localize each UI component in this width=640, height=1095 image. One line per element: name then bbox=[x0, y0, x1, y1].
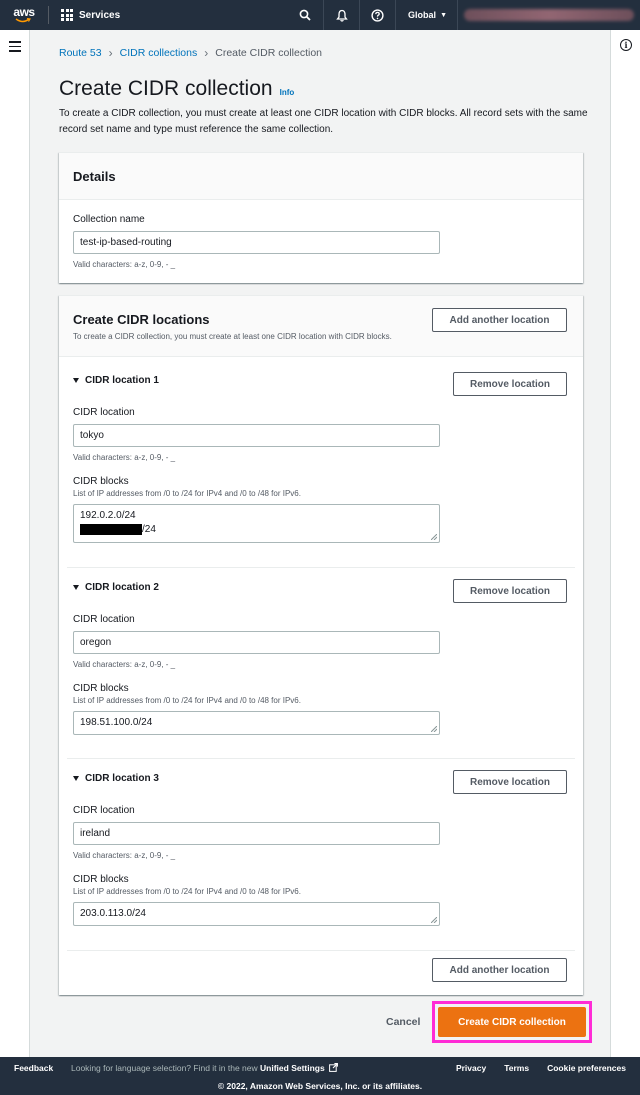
collection-name-hint: Valid characters: a-z, 0-9, - _ bbox=[73, 260, 176, 269]
cidr-blocks-2-hint: List of IP addresses from /0 to /24 for IPv4 and /0 to /48 for IPv6. bbox=[73, 696, 301, 705]
caret-down-icon bbox=[73, 585, 79, 590]
language-note bbox=[71, 1063, 338, 1073]
cidr-location-2-hint: Valid characters: a-z, 0-9, - _ bbox=[73, 660, 176, 669]
location-divider bbox=[67, 950, 575, 951]
services-menu-button[interactable] bbox=[49, 9, 130, 21]
info-link[interactable]: Info bbox=[279, 88, 295, 97]
cidr-block-suffix: /24 bbox=[142, 524, 156, 535]
account-menu[interactable] bbox=[457, 0, 640, 30]
copyright: © 2022, Amazon Web Services, Inc. or its affiliates. bbox=[217, 1081, 423, 1091]
location-divider bbox=[67, 758, 575, 759]
breadcrumb-cidr-collections[interactable]: CIDR collections bbox=[119, 47, 198, 59]
external-link-icon bbox=[329, 1063, 338, 1072]
cidr-blocks-1-textarea[interactable] bbox=[73, 504, 440, 543]
add-another-location-button-bottom[interactable]: Add another location bbox=[432, 958, 567, 982]
language-note-text: Looking for language selection? Find it in the new bbox=[71, 1063, 258, 1073]
cidr-location-2-label: CIDR location bbox=[73, 614, 135, 625]
cidr-location-2-heading: CIDR location 2 bbox=[85, 582, 159, 593]
cidr-block-line: 198.51.100.0/24 bbox=[80, 717, 153, 728]
info-icon[interactable]: i bbox=[620, 39, 632, 51]
right-tools-rail bbox=[610, 30, 640, 1057]
services-label: Services bbox=[79, 9, 121, 21]
cidr-locations-card bbox=[59, 295, 583, 995]
cidr-location-1-input[interactable]: tokyo bbox=[73, 424, 440, 447]
cidr-location-3-label: CIDR location bbox=[73, 805, 135, 816]
breadcrumb-route53[interactable]: Route 53 bbox=[59, 47, 102, 59]
chevron-right-icon: › bbox=[204, 46, 209, 60]
cidr-block-line: 192.0.2.0/24 bbox=[80, 510, 136, 521]
cidr-location-2-toggle[interactable] bbox=[73, 582, 159, 593]
resize-handle-icon[interactable] bbox=[431, 726, 437, 732]
cidr-location-3-toggle[interactable] bbox=[73, 773, 159, 784]
redacted-ip bbox=[80, 524, 142, 535]
remove-location-2-button[interactable]: Remove location bbox=[453, 579, 567, 603]
cidr-blocks-3-textarea[interactable] bbox=[73, 902, 440, 926]
collection-name-label: Collection name bbox=[73, 214, 145, 225]
notifications-button[interactable] bbox=[323, 0, 359, 30]
page-title bbox=[59, 77, 294, 101]
add-another-location-button-top[interactable]: Add another location bbox=[432, 308, 567, 332]
details-card-header bbox=[59, 153, 583, 200]
cidr-location-3-input[interactable]: ireland bbox=[73, 822, 440, 845]
cidr-block-line-redacted bbox=[80, 523, 433, 537]
search-button[interactable] bbox=[287, 0, 323, 30]
resize-handle-icon[interactable] bbox=[431, 534, 437, 540]
details-title: Details bbox=[73, 169, 116, 184]
feedback-link[interactable]: Feedback bbox=[14, 1063, 54, 1073]
cidr-location-1-hint: Valid characters: a-z, 0-9, - _ bbox=[73, 453, 176, 462]
help-icon bbox=[371, 9, 384, 22]
region-label: Global bbox=[408, 10, 437, 20]
location-divider bbox=[67, 567, 575, 568]
cidr-blocks-3-label: CIDR blocks bbox=[73, 874, 129, 885]
grid-icon bbox=[61, 9, 73, 21]
breadcrumb-current: Create CIDR collection bbox=[215, 47, 323, 59]
cidr-blocks-2-label: CIDR blocks bbox=[73, 683, 129, 694]
cidr-blocks-1-hint: List of IP addresses from /0 to /24 for IPv4 and /0 to /48 for IPv6. bbox=[73, 489, 301, 498]
cidr-locations-description: To create a CIDR collection, you must create at least one CIDR location with CIDR blocks. bbox=[73, 332, 392, 341]
main-content bbox=[31, 30, 610, 1057]
aws-logo-text: aws bbox=[13, 5, 35, 19]
aws-smile-icon bbox=[15, 18, 31, 24]
cancel-button[interactable]: Cancel bbox=[386, 1016, 421, 1028]
footer-links bbox=[456, 1063, 626, 1073]
cookie-preferences-link[interactable]: Cookie preferences bbox=[547, 1063, 626, 1073]
top-navigation bbox=[0, 0, 640, 30]
create-cidr-collection-button[interactable]: Create CIDR collection bbox=[438, 1007, 586, 1037]
caret-down-icon: ▼ bbox=[440, 11, 447, 19]
menu-icon[interactable] bbox=[9, 41, 21, 55]
chevron-right-icon: › bbox=[108, 46, 113, 60]
footer bbox=[0, 1057, 640, 1095]
page-description: To create a CIDR collection, you must create at least one CIDR location with CIDR blocks. All record sets with the same record set name and type must reference the same collection. bbox=[59, 108, 588, 135]
resize-handle-icon[interactable] bbox=[431, 917, 437, 923]
search-icon bbox=[299, 9, 311, 21]
account-name-redacted bbox=[464, 9, 634, 21]
left-navigation-rail bbox=[0, 30, 30, 1057]
cidr-blocks-3-hint: List of IP addresses from /0 to /24 for IPv4 and /0 to /48 for IPv6. bbox=[73, 887, 301, 896]
aws-logo[interactable] bbox=[0, 0, 48, 30]
cidr-block-line: 203.0.113.0/24 bbox=[80, 908, 146, 919]
cidr-location-1-toggle[interactable] bbox=[73, 375, 159, 386]
region-selector[interactable] bbox=[395, 0, 457, 30]
cidr-blocks-1-label: CIDR blocks bbox=[73, 476, 129, 487]
remove-location-1-button[interactable]: Remove location bbox=[453, 372, 567, 396]
cidr-location-1-heading: CIDR location 1 bbox=[85, 375, 159, 386]
page-title-text: Create CIDR collection bbox=[59, 77, 273, 100]
cidr-location-2-input[interactable]: oregon bbox=[73, 631, 440, 654]
caret-down-icon bbox=[73, 776, 79, 781]
caret-down-icon bbox=[73, 378, 79, 383]
bell-icon bbox=[336, 9, 348, 22]
cidr-locations-title: Create CIDR locations bbox=[73, 312, 210, 327]
cidr-locations-header bbox=[59, 296, 583, 357]
collection-name-input[interactable]: test-ip-based-routing bbox=[73, 231, 440, 254]
unified-settings-label: Unified Settings bbox=[260, 1063, 325, 1073]
unified-settings-link[interactable] bbox=[260, 1063, 338, 1073]
cidr-blocks-2-textarea[interactable] bbox=[73, 711, 440, 735]
cidr-location-3-heading: CIDR location 3 bbox=[85, 773, 159, 784]
breadcrumb bbox=[59, 46, 322, 60]
cidr-location-1-label: CIDR location bbox=[73, 407, 135, 418]
help-button[interactable] bbox=[359, 0, 395, 30]
cidr-location-3-hint: Valid characters: a-z, 0-9, - _ bbox=[73, 851, 176, 860]
privacy-link[interactable]: Privacy bbox=[455, 1063, 487, 1073]
remove-location-3-button[interactable]: Remove location bbox=[453, 770, 567, 794]
details-card bbox=[59, 152, 583, 283]
terms-link[interactable]: Terms bbox=[504, 1063, 530, 1073]
